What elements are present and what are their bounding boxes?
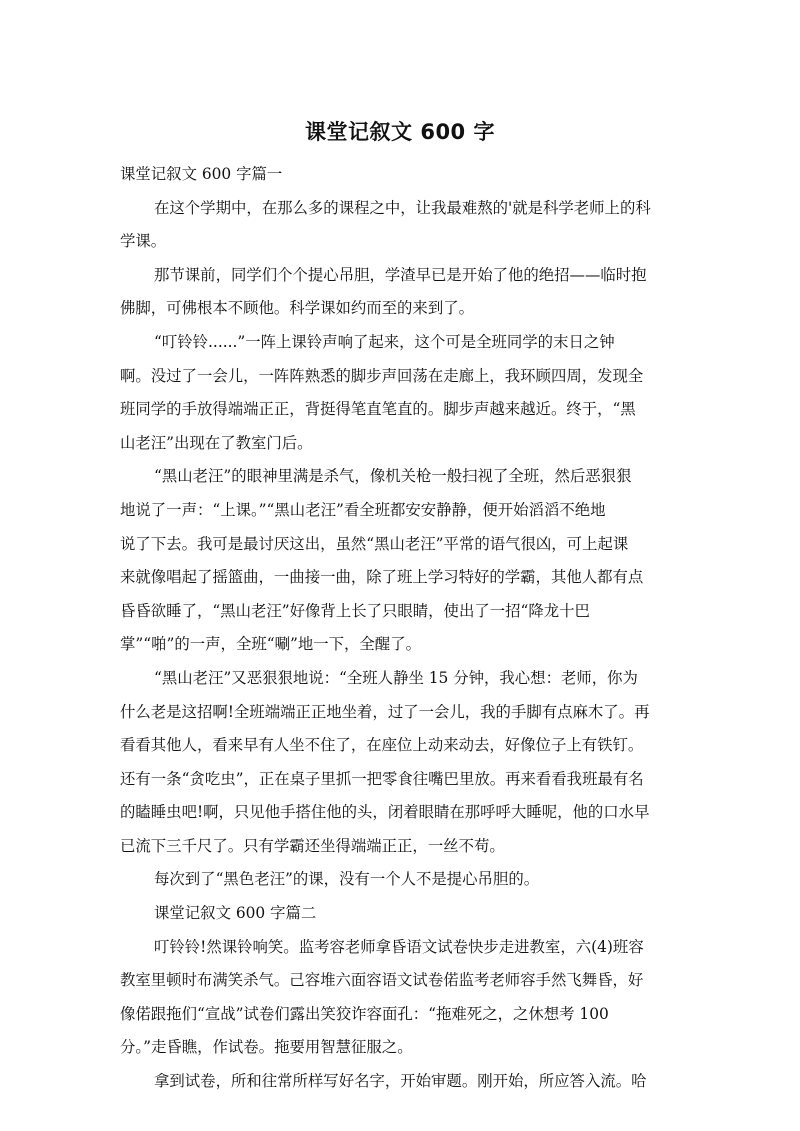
text-line: “叮铃铃......”一阵上课铃声响了起来，这个可是全班同学的末日之钟 (154, 332, 615, 351)
text-line: 的瞌睡虫吧!啊，只见他手搭住他的头，闭着眼睛在那呼呼大睡呢，他的口水早 (120, 803, 650, 822)
text-line: 像偌跟拖们“宣战”试卷们露出笑狡诈容面孔：“拖难死之，之休想考 100 (120, 1004, 609, 1023)
text-line: “黑山老汪”又恶狠狠地说：“全班人静坐 15 分钟，我心想：老师，你为 (154, 668, 638, 687)
document-body (120, 158, 680, 1099)
text-line: 看看其他人，看来早有人坐不住了，在座位上动来动去，好像位子上有铁钉。 (120, 736, 644, 755)
text-line: 教室里顿时布满笑杀气。己容堆六面容语文试卷偌监考老师容手然飞舞昏，好 (120, 971, 644, 990)
text-line: 每次到了“黑色老汪”的课，没有一个人不是提心吊胆的。 (154, 870, 540, 889)
text-line: 啊。没过了一会儿，一阵阵熟悉的脚步声回荡在走廊上，我环顾四周，发现全 (120, 366, 644, 385)
text-line: 还有一条“贪吃虫”，正在桌子里抓一把零食往嘴巴里放。再来看看我班最有名 (120, 769, 644, 788)
text-line: 班同学的手放得端端正正，背挺得笔直笔直的。脚步声越来越近。终于，“黑 (120, 400, 636, 419)
text-line: 已流下三千尺了。只有学霸还坐得端端正正，一丝不苟。 (120, 836, 505, 855)
text-line: “黑山老汪”的眼神里满是杀气，像机关枪一般扫视了全班，然后恶狠狠 (154, 467, 632, 486)
text-line: 山老汪”出现在了教室门后。 (120, 433, 313, 452)
text-line: 昏昏欲睡了，“黑山老汪”好像背上长了只眼睛，使出了一招“降龙十巴 (120, 601, 590, 620)
text-line: 什么老是这招啊!全班端端正正地坐着，过了一会儿，我的手脚有点麻木了。再 (120, 702, 650, 721)
text-line: 地说了一声：“上课。”“黑山老汪”看全班都安安静静，便开始滔滔不绝地 (120, 500, 606, 519)
text-line: 佛脚，可佛根本不顾他。科学课如约而至的来到了。 (120, 299, 474, 318)
text-line: 叮铃铃!然课铃响笑。监考容老师拿昏语文试卷快步走进教室，六(4)班容 (154, 937, 644, 956)
text-line: 来就像唱起了摇篮曲，一曲接一曲，除了班上学习特好的学霸，其他人都有点 (120, 568, 644, 587)
document-title: 课堂记叙文 600 字 (305, 120, 495, 144)
text-line: 课堂记叙文 600 字篇二 (154, 904, 317, 923)
text-line: 分。”走昏瞧，作试卷。拖要用智慧征服之。 (120, 1038, 413, 1057)
text-line: 学课。 (120, 232, 167, 251)
text-line: 拿到试卷，所和往常所样写好名字，开始审题。刚开始，所应答入流。哈 (154, 1072, 647, 1091)
text-line: 课堂记叙文 600 字篇一 (120, 165, 283, 183)
text-line: 掌”“啪”的一声，全班“唰”地一下，全醒了。 (120, 635, 421, 654)
text-line: 说了下去。我可是最讨厌这出，虽然“黑山老汪”平常的语气很凶，可上起课 (120, 534, 629, 553)
text-line: 在这个学期中，在那么多的课程之中，让我最难熬的'就是科学老师上的科 (154, 198, 651, 217)
text-line: 那节课前，同学们个个提心吊胆，学渣早已是开始了他的绝招——临时抱 (154, 265, 647, 284)
